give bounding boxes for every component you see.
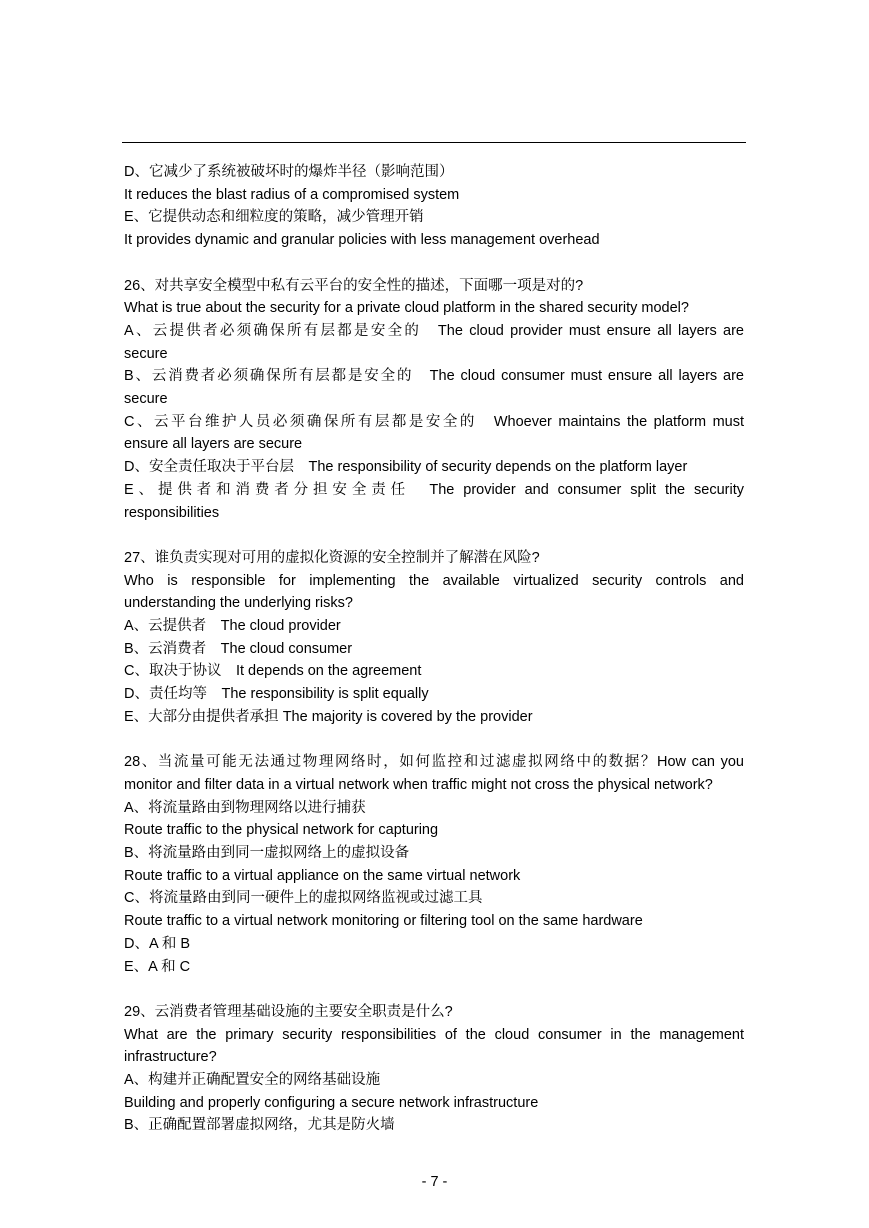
- q26-option-c-cont: ensure all layers are secure: [124, 436, 303, 453]
- page-number: - 7 -: [421, 1174, 448, 1190]
- header-rule: [122, 142, 746, 143]
- q26-option-e-cont: responsibilities: [124, 504, 220, 521]
- q25-option-d-zh: D、它减少了系统被破坏时的爆炸半径（影响范围）: [124, 164, 454, 180]
- q25-option-e-zh: E、它提供动态和细粒度的策略，减少管理开销: [124, 209, 424, 226]
- q26-title-en: What is true about the security for a private cloud platform in the shared security model?: [124, 300, 689, 317]
- q28-title-cont: monitor and filter data in a virtual network when traffic might not cross the physical network?: [124, 776, 713, 793]
- q26-option-e: E、提供者和消费者分担安全责任 The provider and consumer split the security: [124, 481, 744, 498]
- q29-title-en-cont: infrastructure?: [124, 1049, 217, 1066]
- q27-title-en-cont: understanding the underlying risks?: [124, 595, 353, 612]
- q28-option-a-zh: A、将流量路由到物理网络以进行捕获: [124, 799, 366, 816]
- q29-option-a-zh: A、构建并正确配置安全的网络基础设施: [124, 1072, 381, 1089]
- q26-title-zh: 26、对共享安全模型中私有云平台的安全性的描述，下面哪一项是对的?: [124, 277, 584, 294]
- q27-title-en: Who is responsible for implementing the available virtualized security controls and: [124, 572, 744, 589]
- q29-option-a-en: Building and properly configuring a secure network infrastructure: [124, 1094, 539, 1111]
- q28-option-e: E、A 和 C: [124, 958, 191, 975]
- q26-option-b-cont: secure: [124, 391, 168, 408]
- q28-title: 28、当流量可能无法通过物理网络时，如何监控和过滤虚拟网络中的数据？How can you: [124, 754, 744, 771]
- q26-option-a-cont: secure: [124, 345, 168, 362]
- q27-option-a: A、云提供者 The cloud provider: [124, 618, 341, 635]
- q27-option-c: C、取决于协议 It depends on the agreement: [124, 663, 422, 680]
- q26-option-a: A、云提供者必须确保所有层都是安全的 The cloud provider must ensure all layers are: [124, 322, 744, 339]
- q28-option-d: D、A 和 B: [124, 935, 191, 952]
- q28-option-c-zh: C、将流量路由到同一硬件上的虚拟网络监视或过滤工具: [124, 890, 483, 907]
- q25-option-d-en: It reduces the blast radius of a compromised system: [124, 186, 460, 203]
- q26-option-c: C、云平台维护人员必须确保所有层都是安全的 Whoever maintains the platform must: [124, 413, 744, 430]
- q28-option-c-en: Route traffic to a virtual network monitoring or filtering tool on the same hardware: [124, 913, 643, 930]
- page-content: [124, 161, 744, 1137]
- q27-option-b: B、云消费者 The cloud consumer: [124, 640, 353, 657]
- q29-option-b-zh: B、正确配置部署虚拟网络，尤其是防火墙: [124, 1117, 395, 1134]
- q28-option-b-en: Route traffic to a virtual appliance on the same virtual network: [124, 867, 521, 884]
- q28-option-a-en: Route traffic to the physical network for capturing: [124, 822, 439, 839]
- q29-title-zh: 29、云消费者管理基础设施的主要安全职责是什么?: [124, 1003, 453, 1020]
- q27-option-d: D、责任均等 The responsibility is split equally: [124, 686, 429, 703]
- q27-option-e: E、大部分由提供者承担 The majority is covered by the provider: [124, 708, 533, 725]
- q29-title-en: What are the primary security responsibilities of the cloud consumer in the management: [124, 1026, 744, 1043]
- q25-option-e-en: It provides dynamic and granular policies with less management overhead: [124, 232, 600, 249]
- q26-option-b: B、云消费者必须确保所有层都是安全的 The cloud consumer must ensure all layers are: [124, 368, 744, 385]
- q26-option-d: D、安全责任取决于平台层 The responsibility of security depends on the platform layer: [124, 459, 688, 476]
- q27-title-zh: 27、谁负责实现对可用的虚拟化资源的安全控制并了解潜在风险?: [124, 549, 540, 566]
- q28-option-b-zh: B、将流量路由到同一虚拟网络上的虚拟设备: [124, 845, 410, 862]
